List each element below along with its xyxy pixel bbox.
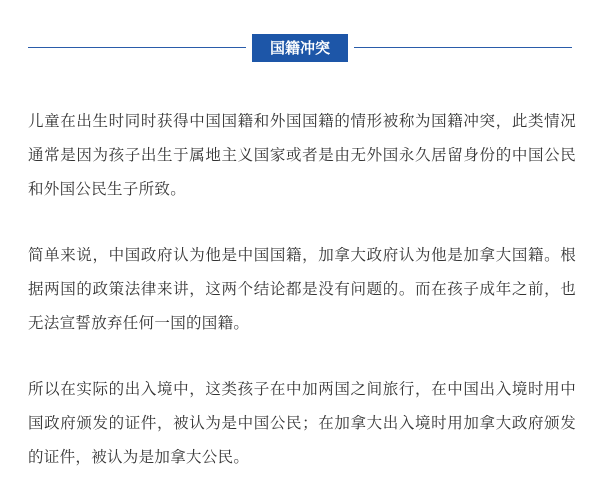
section-title-badge: 国籍冲突: [252, 34, 348, 62]
article-body: [28, 104, 576, 474]
section-header: [28, 34, 572, 62]
paragraph-definition: 儿童在出生时同时获得中国国籍和外国国籍的情形被称为国籍冲突，此类情况通常是因为孩子出生于属地主义国家或者是由无外国永久居留身份的中国公民和外国公民生子所致。: [28, 112, 576, 198]
paragraph-practice: 所以在实际的出入境中，这类孩子在中加两国之间旅行，在中国出入境时用中国政府颁发的证件，被认为是中国公民；在加拿大出入境时用加拿大政府颁发的证件，被认为是加拿大公民。: [28, 380, 576, 466]
paragraph-explanation: 简单来说，中国政府认为他是中国国籍，加拿大政府认为他是加拿大国籍。根据两国的政策法律来讲，这两个结论都是没有问题的。而在孩子成年之前，也无法宣誓放弃任何一国的国籍。: [28, 246, 576, 332]
